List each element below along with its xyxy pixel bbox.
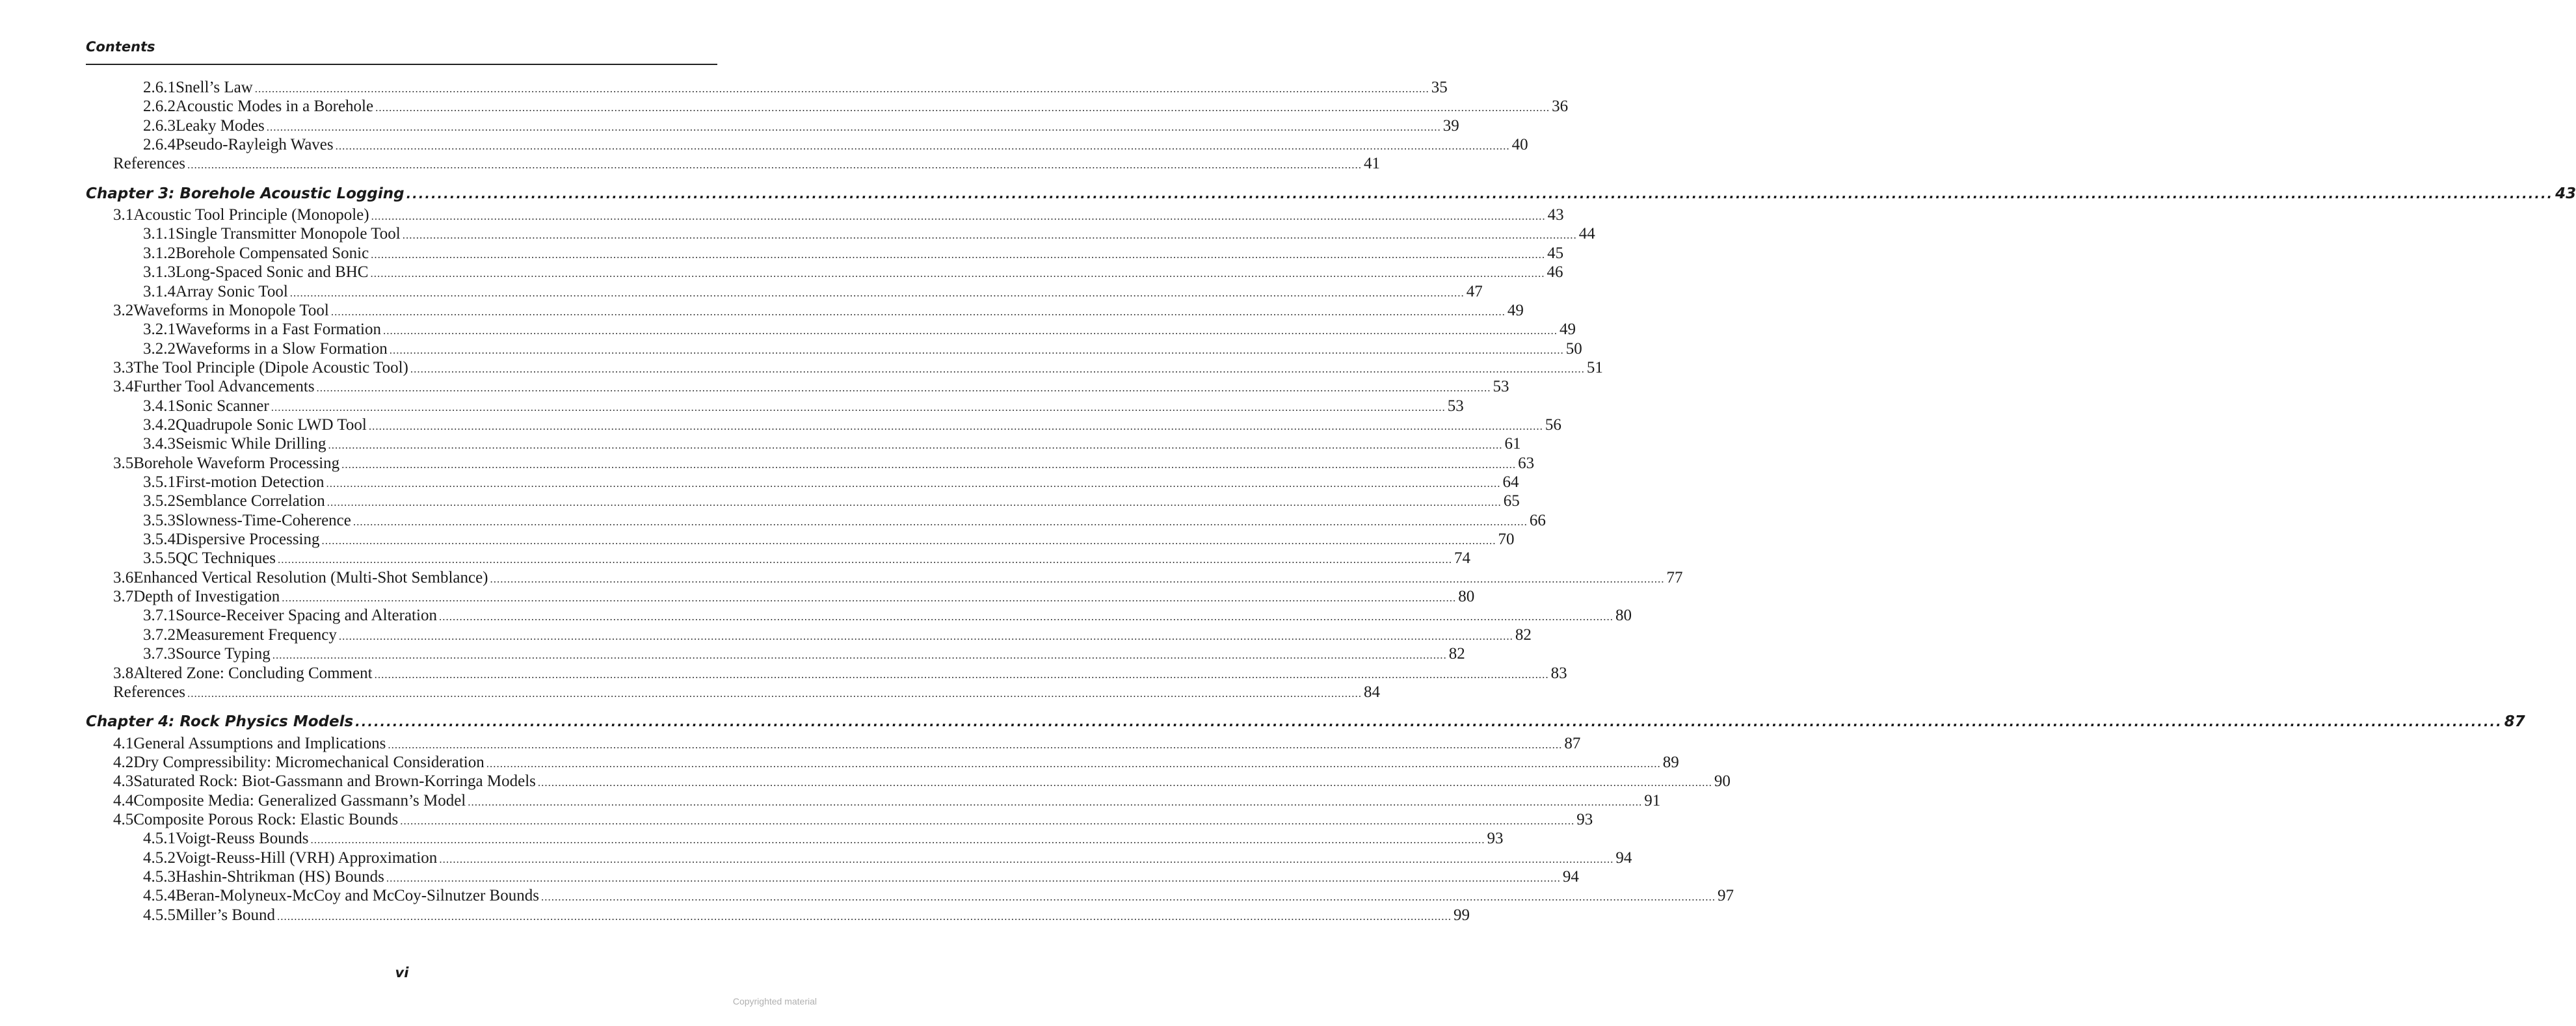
toc-entry[interactable] — [0, 415, 1561, 435]
toc-entry[interactable] — [0, 848, 1632, 868]
toc-entry-title: Miller’s Bound — [176, 906, 276, 924]
toc-entry-title: Seismic While Drilling — [176, 435, 326, 453]
toc-entry-title: Composite Porous Rock: Elastic Bounds — [133, 810, 399, 828]
toc-entry[interactable] — [0, 97, 1569, 116]
toc-entry-number: 3.5.1 — [143, 473, 176, 491]
copyright-watermark: Copyrighted material — [732, 996, 817, 1006]
toc-entry-page: 43 — [2555, 185, 2576, 202]
toc-entry[interactable] — [0, 78, 1448, 98]
toc-entry[interactable] — [0, 549, 1471, 568]
toc-entry-page: 40 — [1511, 136, 1528, 154]
toc-entry[interactable] — [0, 492, 1520, 511]
toc-entry-number: 4.2 — [113, 753, 134, 771]
toc-entry[interactable] — [0, 829, 1504, 848]
toc-entry-number: 3.5.2 — [143, 492, 176, 510]
toc-entry-title: Altered Zone: Concluding Comment — [133, 664, 373, 682]
toc-entry-page: 83 — [1550, 664, 1567, 682]
dot-leader — [341, 455, 1516, 475]
toc-entry-page: 35 — [1431, 79, 1448, 96]
dot-leader — [490, 570, 1665, 589]
toc-entry-page: 53 — [1493, 378, 1509, 396]
toc-entry-page: 80 — [1458, 588, 1475, 606]
toc-entry-title: Enhanced Vertical Resolution (Multi-Shot Semblance) — [133, 568, 488, 586]
toc-entry-page: 70 — [1498, 531, 1515, 549]
toc-entry-number: 3.4.1 — [143, 397, 176, 415]
toc-entry[interactable] — [0, 454, 1535, 473]
dot-leader — [388, 735, 1562, 755]
dot-leader — [400, 811, 1574, 831]
toc-entry-number: 4.5.4 — [143, 887, 176, 905]
toc-entry-page: 49 — [1507, 301, 1524, 319]
toc-entry-title: Composite Media: Generalized Gassmann’s Model — [133, 791, 466, 809]
toc-entry-title: Semblance Correlation — [176, 492, 325, 510]
dot-leader — [328, 436, 1502, 455]
toc-entry-page: 56 — [1545, 415, 1561, 434]
dot-leader — [386, 869, 1561, 888]
toc-entry-title: Hashin-Shtrikman (HS) Bounds — [176, 868, 384, 886]
toc-entry-page: 82 — [1448, 645, 1465, 663]
toc-entry-title: Chapter 4: Rock Physics Models — [86, 713, 354, 731]
toc-entry-title: Source-Receiver Spacing and Alteration — [176, 607, 437, 625]
toc-entry[interactable] — [0, 473, 1519, 492]
toc-chapter-heading[interactable] — [0, 184, 2576, 204]
toc-entry-page: 43 — [1547, 206, 1564, 224]
toc-entry[interactable] — [0, 224, 1595, 244]
toc-entry-title: Leaky Modes — [176, 116, 265, 135]
toc-entry-page: 82 — [1515, 625, 1532, 644]
toc-entry[interactable] — [0, 683, 1381, 702]
toc-entry[interactable] — [0, 606, 1632, 625]
toc-entry[interactable] — [0, 205, 1564, 225]
dot-leader — [541, 888, 1716, 907]
toc-entry-title: Further Tool Advancements — [133, 378, 315, 396]
toc-entry-page: 77 — [1666, 568, 1683, 586]
toc-entry-title: References — [113, 683, 186, 701]
toc-entry-number: 3.1.4 — [143, 282, 176, 300]
dot-leader — [187, 155, 1362, 175]
toc-entry-number: 3.1.2 — [143, 244, 176, 262]
toc-entry-title: Depth of Investigation — [133, 588, 280, 606]
dot-leader — [375, 665, 1549, 685]
toc-entry[interactable] — [0, 587, 1475, 607]
dot-leader — [403, 226, 1577, 245]
dot-leader — [538, 773, 1712, 793]
toc-entry-title: Dispersive Processing — [176, 531, 320, 549]
toc-entry[interactable] — [0, 753, 1679, 772]
dot-leader — [310, 830, 1485, 850]
toc-entry-title: References — [113, 155, 186, 173]
toc-entry-title: Source Typing — [176, 645, 271, 663]
toc-entry-page: 99 — [1454, 906, 1470, 924]
dot-leader — [353, 512, 1528, 532]
toc-entry[interactable] — [0, 906, 1470, 925]
toc-entry[interactable] — [0, 116, 1459, 136]
toc-entry-page: 89 — [1662, 753, 1679, 771]
toc-entry-number: 3.1 — [113, 206, 134, 224]
toc-chapter-heading[interactable] — [0, 712, 2525, 731]
toc-entry[interactable] — [0, 358, 1603, 378]
toc-entry-title: Waveforms in a Slow Formation — [176, 339, 388, 358]
toc-entry-title: Quadrupole Sonic LWD Tool — [176, 415, 367, 434]
toc-entry-number: 3.1.1 — [143, 225, 176, 243]
toc-entry-title: The Tool Principle (Dipole Acoustic Tool) — [133, 358, 408, 376]
dot-leader — [439, 607, 1613, 627]
toc-entry-number: 4.5 — [113, 810, 134, 828]
toc-entry-page: 74 — [1454, 549, 1471, 568]
toc-entry-number: 3.8 — [113, 664, 134, 682]
toc-entry-page: 87 — [2504, 713, 2525, 731]
toc-entry-number: 3.4.3 — [143, 435, 176, 453]
dot-leader — [371, 207, 1546, 226]
toc-entry-title: Snell’s Law — [176, 79, 253, 96]
dot-leader — [355, 712, 2503, 731]
dot-leader — [267, 118, 1441, 137]
toc-entry[interactable] — [0, 772, 1731, 791]
toc-entry-number: 2.6.4 — [143, 136, 176, 154]
dot-leader — [326, 474, 1500, 493]
toc-entry-number: 3.7.3 — [143, 645, 176, 663]
toc-entry-number: 3.5 — [113, 454, 134, 472]
toc-entry-page: 46 — [1547, 263, 1563, 282]
header-rule — [86, 64, 717, 65]
dot-leader — [282, 588, 1456, 608]
toc-entry-number: 3.4 — [113, 378, 134, 396]
toc-entry-page: 63 — [1518, 454, 1535, 472]
dot-leader — [439, 850, 1613, 869]
toc-entry-page: 94 — [1615, 848, 1632, 867]
running-head: Contents — [86, 39, 155, 55]
dot-leader — [370, 264, 1545, 283]
toc-entry-title: Saturated Rock: Biot-Gassmann and Brown-Korringa Models — [133, 772, 536, 791]
toc-entry-number: 3.5.4 — [143, 531, 176, 549]
toc-entry-number: 3.7.1 — [143, 607, 176, 625]
dot-leader — [327, 493, 1502, 512]
toc-entry-title: Waveforms in a Fast Formation — [176, 321, 381, 339]
toc-entry[interactable] — [0, 644, 1465, 664]
toc-entry-title: Borehole Compensated Sonic — [176, 244, 369, 262]
toc-entry-number: 4.5.1 — [143, 830, 176, 848]
dot-leader — [383, 321, 1558, 341]
toc-entry-number: 4.5.2 — [143, 848, 176, 867]
toc-entry-title: Array Sonic Tool — [176, 282, 288, 300]
toc-entry-title: Voigt-Reuss-Hill (VRH) Approximation — [176, 848, 438, 867]
dot-leader — [410, 360, 1585, 379]
dot-leader — [278, 550, 1452, 570]
toc-entry-title: Borehole Waveform Processing — [133, 454, 340, 472]
toc-entry[interactable] — [0, 568, 1683, 588]
dot-leader — [277, 907, 1452, 927]
dot-leader — [369, 417, 1543, 436]
toc-entry-page: 91 — [1644, 791, 1661, 809]
dot-leader — [339, 627, 1513, 646]
toc-entry-title: QC Techniques — [176, 549, 276, 568]
toc-entry[interactable] — [0, 301, 1524, 321]
toc-entry-number: 3.6 — [113, 568, 134, 586]
toc-entry-number: 3.1.3 — [143, 263, 176, 282]
dot-leader — [290, 283, 1465, 303]
toc-entry-number: 4.3 — [113, 772, 134, 791]
toc-entry-page: 66 — [1529, 511, 1546, 529]
toc-entry-number: 2.6.1 — [143, 79, 176, 96]
toc-entry-page: 84 — [1364, 683, 1381, 701]
dot-leader — [406, 184, 2554, 204]
toc-entry[interactable] — [0, 810, 1593, 830]
toc-entry-number: 3.7 — [113, 588, 134, 606]
toc-entry[interactable] — [0, 263, 1563, 282]
toc-entry-page: 47 — [1466, 282, 1483, 300]
toc-entry-title: Dry Compressibility: Micromechanical Consideration — [133, 753, 485, 771]
toc-entry-number: 4.4 — [113, 791, 134, 809]
dot-leader — [272, 646, 1447, 665]
dot-leader — [390, 341, 1564, 360]
toc-entry-page: 93 — [1487, 830, 1504, 848]
toc-entry-number: 3.5.5 — [143, 549, 176, 568]
toc-entry-page: 94 — [1562, 868, 1579, 886]
toc-entry-number: 3.2 — [113, 301, 134, 319]
toc-entry-title: Waveforms in Monopole Tool — [133, 301, 329, 319]
toc-entry-page: 49 — [1560, 321, 1576, 339]
toc-entry-page: 44 — [1578, 225, 1595, 243]
toc-entry[interactable] — [0, 154, 1381, 174]
toc-entry-title: Beran-Molyneux-McCoy and McCoy-Silnutzer Bounds — [176, 887, 539, 905]
toc-entry-page: 41 — [1364, 155, 1381, 173]
dot-leader — [187, 684, 1362, 704]
toc-entry[interactable] — [0, 791, 1661, 811]
toc-entry-number: 3.2.1 — [143, 321, 176, 339]
toc-entry-number: 4.5.5 — [143, 906, 176, 924]
toc-entry-title: Acoustic Tool Principle (Monopole) — [133, 206, 369, 224]
dot-leader — [331, 302, 1506, 322]
toc-entry-page: 87 — [1564, 734, 1581, 752]
toc-entry-title: Single Transmitter Monopole Tool — [176, 225, 401, 243]
dot-leader — [468, 793, 1642, 812]
toc-entry-number: 3.4.2 — [143, 415, 176, 434]
toc-entry-title: General Assumptions and Implications — [133, 734, 386, 752]
page-number: vi — [395, 965, 409, 980]
toc-entry-page: 39 — [1442, 116, 1459, 135]
toc-entry-page: 90 — [1714, 772, 1731, 791]
toc-entry-number: 3.7.2 — [143, 625, 176, 644]
toc-entry-page: 97 — [1717, 887, 1734, 905]
toc-entry[interactable] — [0, 135, 1528, 155]
dot-leader — [271, 398, 1446, 417]
toc-entry[interactable] — [0, 320, 1576, 339]
toc-entry-title: Acoustic Modes in a Borehole — [176, 98, 374, 116]
dot-leader — [375, 98, 1550, 118]
dot-leader — [336, 137, 1510, 156]
toc-entry[interactable] — [0, 377, 1509, 397]
toc-entry[interactable] — [0, 664, 1567, 683]
toc-entry-title: Measurement Frequency — [176, 625, 337, 644]
toc-entry[interactable] — [0, 734, 1581, 754]
toc-entry-page: 80 — [1615, 607, 1632, 625]
dot-leader — [322, 531, 1496, 551]
toc-entry-page: 50 — [1565, 339, 1582, 358]
toc-entry-page: 36 — [1552, 98, 1569, 116]
dot-leader — [486, 754, 1661, 774]
toc-entry-title: Sonic Scanner — [176, 397, 269, 415]
toc-entry[interactable] — [0, 511, 1546, 531]
toc-entry-number: 3.5.3 — [143, 511, 176, 529]
toc-entry-title: Slowness-Time-Coherence — [176, 511, 351, 529]
toc-entry[interactable] — [0, 867, 1579, 887]
toc-entry-number: 4.1 — [113, 734, 134, 752]
toc-entry-page: 51 — [1586, 358, 1603, 376]
toc-entry-number: 2.6.3 — [143, 116, 176, 135]
dot-leader — [255, 79, 1429, 99]
toc-entry-title: Pseudo-Rayleigh Waves — [176, 136, 334, 154]
toc-entry-number: 4.5.3 — [143, 868, 176, 886]
toc-entry-page: 64 — [1502, 473, 1519, 491]
toc-entry-title: Chapter 3: Borehole Acoustic Logging — [86, 185, 405, 202]
toc-entry-page: 61 — [1504, 435, 1521, 453]
toc-entry-title: First-motion Detection — [176, 473, 325, 491]
toc-entry-number: 3.2.2 — [143, 339, 176, 358]
toc-entry-page: 65 — [1503, 492, 1520, 510]
toc-entry-number: 2.6.2 — [143, 98, 176, 116]
toc-entry-title: Long-Spaced Sonic and BHC — [176, 263, 369, 282]
toc-entry[interactable] — [0, 886, 1734, 906]
toc-entry-number: 3.3 — [113, 358, 134, 376]
toc-entry[interactable] — [0, 339, 1582, 359]
toc-entry-page: 45 — [1547, 244, 1564, 262]
dot-leader — [317, 378, 1491, 398]
toc-entry[interactable] — [0, 434, 1521, 454]
toc-entry[interactable] — [0, 530, 1515, 549]
toc-entry[interactable] — [0, 282, 1483, 302]
toc-entry-page: 53 — [1447, 397, 1464, 415]
dot-leader — [371, 245, 1545, 265]
toc-entry-page: 93 — [1576, 810, 1593, 828]
toc-entry[interactable] — [0, 244, 1564, 263]
toc-entry[interactable] — [0, 625, 1532, 645]
toc-entry-title: Voigt-Reuss Bounds — [176, 830, 309, 848]
toc-entry[interactable] — [0, 397, 1464, 416]
